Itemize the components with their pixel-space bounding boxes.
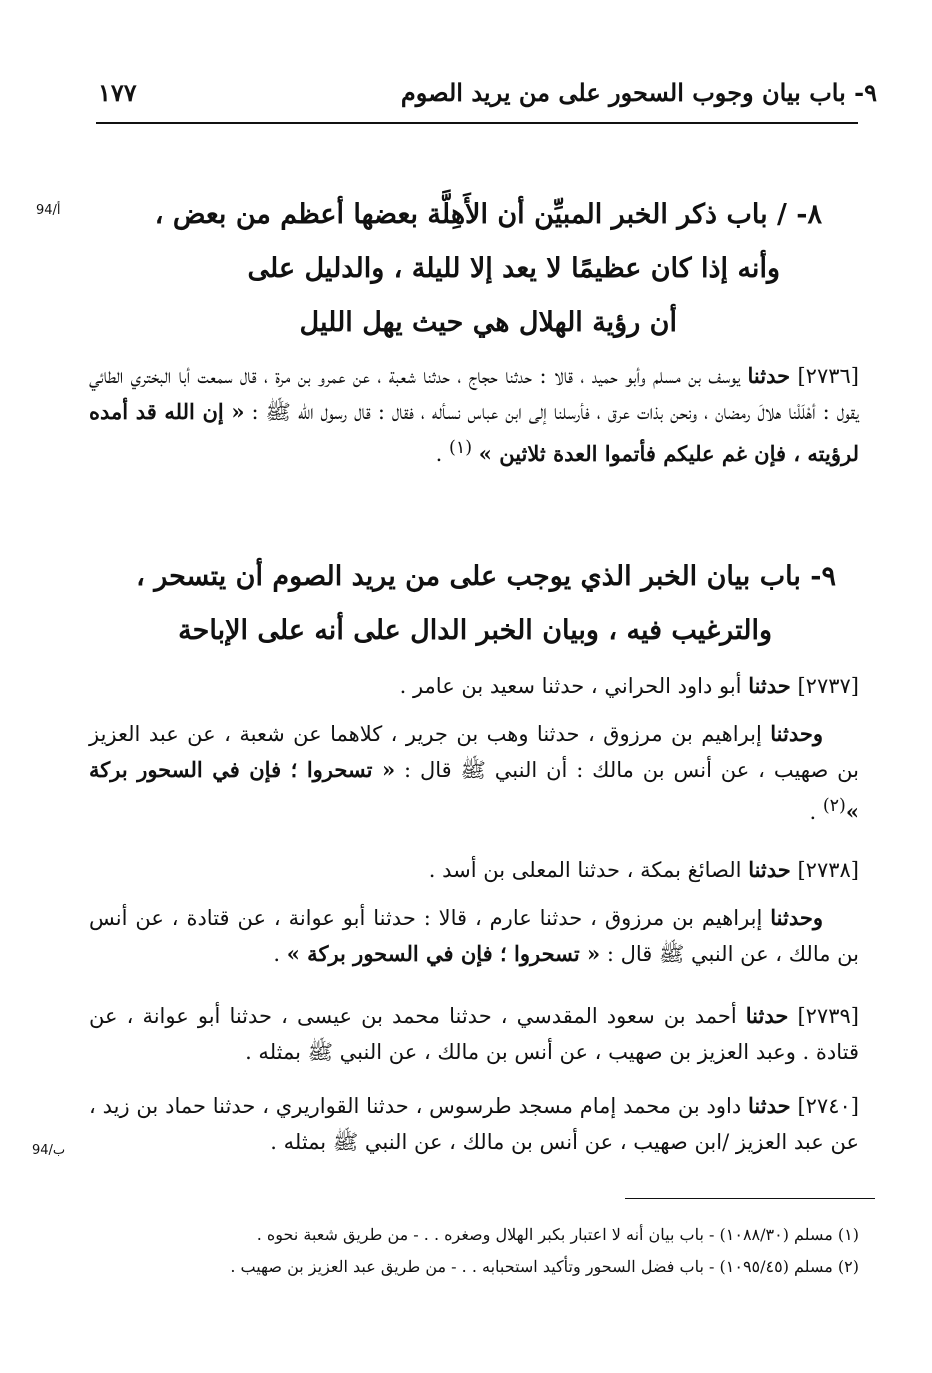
hadith-opening: حدثنا <box>748 673 791 698</box>
heading-line: وأنه إذا كان عظيمًا لا يعد إلا لليلة ، والدليل على <box>247 253 780 284</box>
hadith-number: [٢٧٣٨] <box>797 858 859 882</box>
hadith-text: يوسف بن مسلم وأبو حميد ، قالا : حدثنا حجاج ، حدثنا شعبة ، عن عمرو بن مرة ، قال سمعت أبا البختري الطائي يقول : أهْلَلْنا هلالَ رمضان ، ونحن بذات عرق ، فأرسلنا إلى ابن عباس نسأله ، فقال : قال رسول الله ﷺ : <box>89 364 859 424</box>
heading-line: أن رؤية الهلال هي حيث يهل الليل <box>299 307 677 338</box>
footnote-ref: (٢) <box>822 796 846 816</box>
hadith-opening: حدثنا <box>747 363 791 388</box>
heading-line: والترغيب فيه ، وبيان الخبر الدال على أنه على الإباحة <box>178 615 772 646</box>
hadith-text: أبو داود الحراني ، حدثنا سعيد بن عامر . <box>399 674 742 698</box>
hadith-opening: حدثنا <box>745 1003 789 1028</box>
hadith-2737 <box>89 668 859 704</box>
hadith-text: إبراهيم بن مرزوق ، حدثنا عارم ، قالا : حدثنا أبو عوانة ، عن قتادة ، عن أنس بن مالك ، عن النبي ﷺ قال : <box>89 906 859 966</box>
hadith-quote: « تسحروا ؛ فإن في السحور بركة » <box>89 757 859 824</box>
hadith-number: [٢٧٣٧] <box>797 674 859 698</box>
hadith-number: [٢٧٣٩] <box>797 1004 859 1028</box>
hadith-opening: وحدثنا <box>770 721 823 746</box>
hadith-2737-second-chain: وحدثنا إبراهيم بن مرزوق ، حدثنا وهب بن جرير ، كلاهما عن شعبة ، عن عبد العزيز بن صهيب ، عن أنس بن مالك : أن النبي ﷺ قال : « تسحروا ؛ فإن في السحور بركة »$^{(٢)}$ . <box>89 721 859 824</box>
hadith-text: الصائغ بمكة ، حدثنا المعلى بن أسد . <box>428 858 742 882</box>
hadith-number: [٢٧٤٠] <box>797 1094 859 1118</box>
hadith-text: إبراهيم بن مرزوق ، حدثنا وهب بن جرير ، كلاهما عن شعبة ، عن عبد العزيز بن صهيب ، عن أنس بن مالك : أن النبي ﷺ قال : <box>89 722 859 782</box>
page-number: ١٧٧ <box>98 78 137 107</box>
hadith-opening: حدثنا <box>748 1093 791 1118</box>
margin-folio-note: 94/ب <box>32 1143 66 1158</box>
hadith-opening: حدثنا <box>748 857 791 882</box>
hadith-text: داود بن محمد إمام مسجد طرسوس ، حدثنا القواريري ، حدثنا حماد بن زيد ، عن عبد العزيز /ابن صهيب ، عن أنس بن مالك ، عن النبي ﷺ بمثله . <box>89 1094 859 1154</box>
footnote-divider <box>625 1198 875 1199</box>
hadith-2736: [٢٧٣٦] حدثنا يوسف بن مسلم وأبو حميد ، قالا : حدثنا حجاج ، حدثنا شعبة ، عن عمرو بن مرة ، قال سمعت أبا البختري الطائي يقول : أهْلَلْنا هلالَ رمضان ، ونحن بذات عرق ، فأرسلنا إلى ابن عباس نسأله ، فقال : قال رسول الله ﷺ : « إن الله قد أمده لرؤيته ، فإن غم عليكم فأتموا العدة ثلاثين » $^{(١)}$ . <box>89 363 859 466</box>
heading-line: ٨- / باب ذكر الخبر المبيِّن أن الأَهِلَّة بعضها أعظم من بعض ، <box>154 199 822 230</box>
footnote-ref: (١) <box>449 438 473 458</box>
hadith-text: أحمد بن سعود المقدسي ، حدثنا محمد بن عيسى ، حدثنا أبو عوانة ، عن قتادة . وعبد العزيز بن صهيب ، عن أنس بن مالك ، عن النبي ﷺ بمثله . <box>89 1004 859 1064</box>
hadith-2740 <box>89 1088 859 1160</box>
hadith-quote: « إن الله قد أمده لرؤيته ، فإن غم عليكم فأتموا العدة ثلاثين » <box>89 399 859 466</box>
hadith-2738 <box>89 852 859 888</box>
margin-folio-note: 94/أ <box>36 203 61 218</box>
footnote-2: (٢) مسلم (١٠٩٥/٤٥) - باب فضل السحور وتأكيد استحبابه . . - من طريق عبد العزيز بن صهيب . <box>230 1257 859 1276</box>
running-title: ٩- باب بيان وجوب السحور على من يريد الصوم <box>400 78 877 107</box>
heading-line: ٩- باب بيان الخبر الذي يوجب على من يريد الصوم أن يتسحر ، <box>136 561 836 592</box>
hadith-2739 <box>89 998 859 1070</box>
hadith-quote: « تسحروا ؛ فإن في السحور بركة » <box>286 941 601 966</box>
hadith-opening: وحدثنا <box>770 905 823 930</box>
hadith-2738-second-chain: وحدثنا إبراهيم بن مرزوق ، حدثنا عارم ، قالا : حدثنا أبو عوانة ، عن قتادة ، عن أنس بن مالك ، عن النبي ﷺ قال : « تسحروا ؛ فإن في السحور بركة » . <box>89 905 859 966</box>
hadith-number: [٢٧٣٦] <box>797 364 859 388</box>
footnote-1: (١) مسلم (١٠٨٨/٣٠) - باب بيان أنه لا اعتبار بكبر الهلال وصغره . . - من طريق شعبة نحوه . <box>256 1225 859 1244</box>
header-divider <box>96 122 858 124</box>
